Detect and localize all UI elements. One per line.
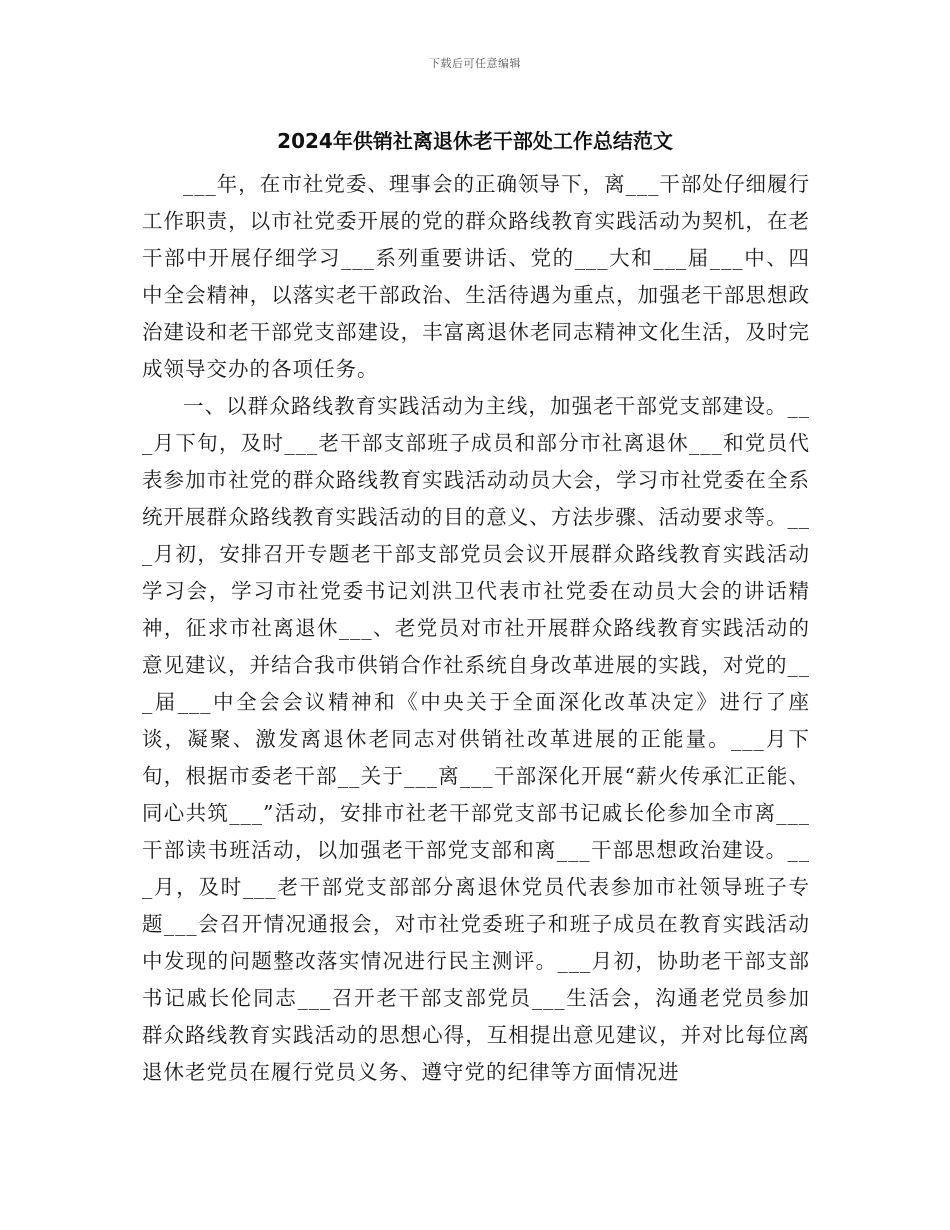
paragraph-section-one: 一、以群众路线教育实践活动为主线，加强老干部党支部建设。___月下旬，及时___老干部支部班子成员和部分市社离退休___和党员代表参加市社党的群众路线教育实践活动动员大会，学习市社党委在全系统开展群众路线教育实践活动的目的意义、方法步骤、活动要求等。___月初，安排召开专题老干部支部党员会议开展群众路线教育实践活动学习会，学习市社党委书记刘洪卫代表市社党委在动员大会的讲话精神，征求市社离退休___、老党员对市社开展群众路线教育实践活动的意见建议，并结合我市供销合作社系统自身改革进展的实践，对党的___届___中全会会议精神和《中央关于全面深化改革决定》进行了座谈，凝聚、激发离退休老同志对供销社改革进展的正能量。___月下旬，根据市委老干部__关于___离___干部深化开展“薪火传承汇正能、同心共筑___”活动，安排市社老干部党支部书记戚长伦参加全市离___干部读书班活动，以加强老干部党支部和离___干部思想政治建设。___月，及时___老干部党支部部分离退休党员代表参加市社领导班子专题___会召开情况通报会，对市社党委班子和班子成员在教育实践活动中发现的问题整改落实情况进行民主测评。___月初，协助老干部支部书记戚长伦同志___召开老干部支部党员___生活会，沟通老党员参加群众路线教育实践活动的思想心得，互相提出意见建议，并对比每位离退休老党员在履行党员义务、遵守党的纪律等方面情况进: [142, 394, 810, 1084]
header-note: 下载后可任意编辑: [429, 57, 521, 70]
paragraph-intro: ___年，在市社党委、理事会的正确领导下，离___干部处仔细履行工作职责，以市社党委开展的党的群众路线教育实践活动为契机，在老干部中开展仔细学习___系列重要讲话、党的___大和___届___中、四中全会精神，以落实老干部政治、生活待遇为重点，加强老干部思想政治建设和老干部党支部建设，丰富离退休老同志精神文化生活，及时完成领导交办的各项任务。: [142, 172, 810, 381]
document-body: [142, 166, 810, 1091]
document-title: 2024年供销社离退休老干部处工作总结范文: [277, 129, 673, 153]
